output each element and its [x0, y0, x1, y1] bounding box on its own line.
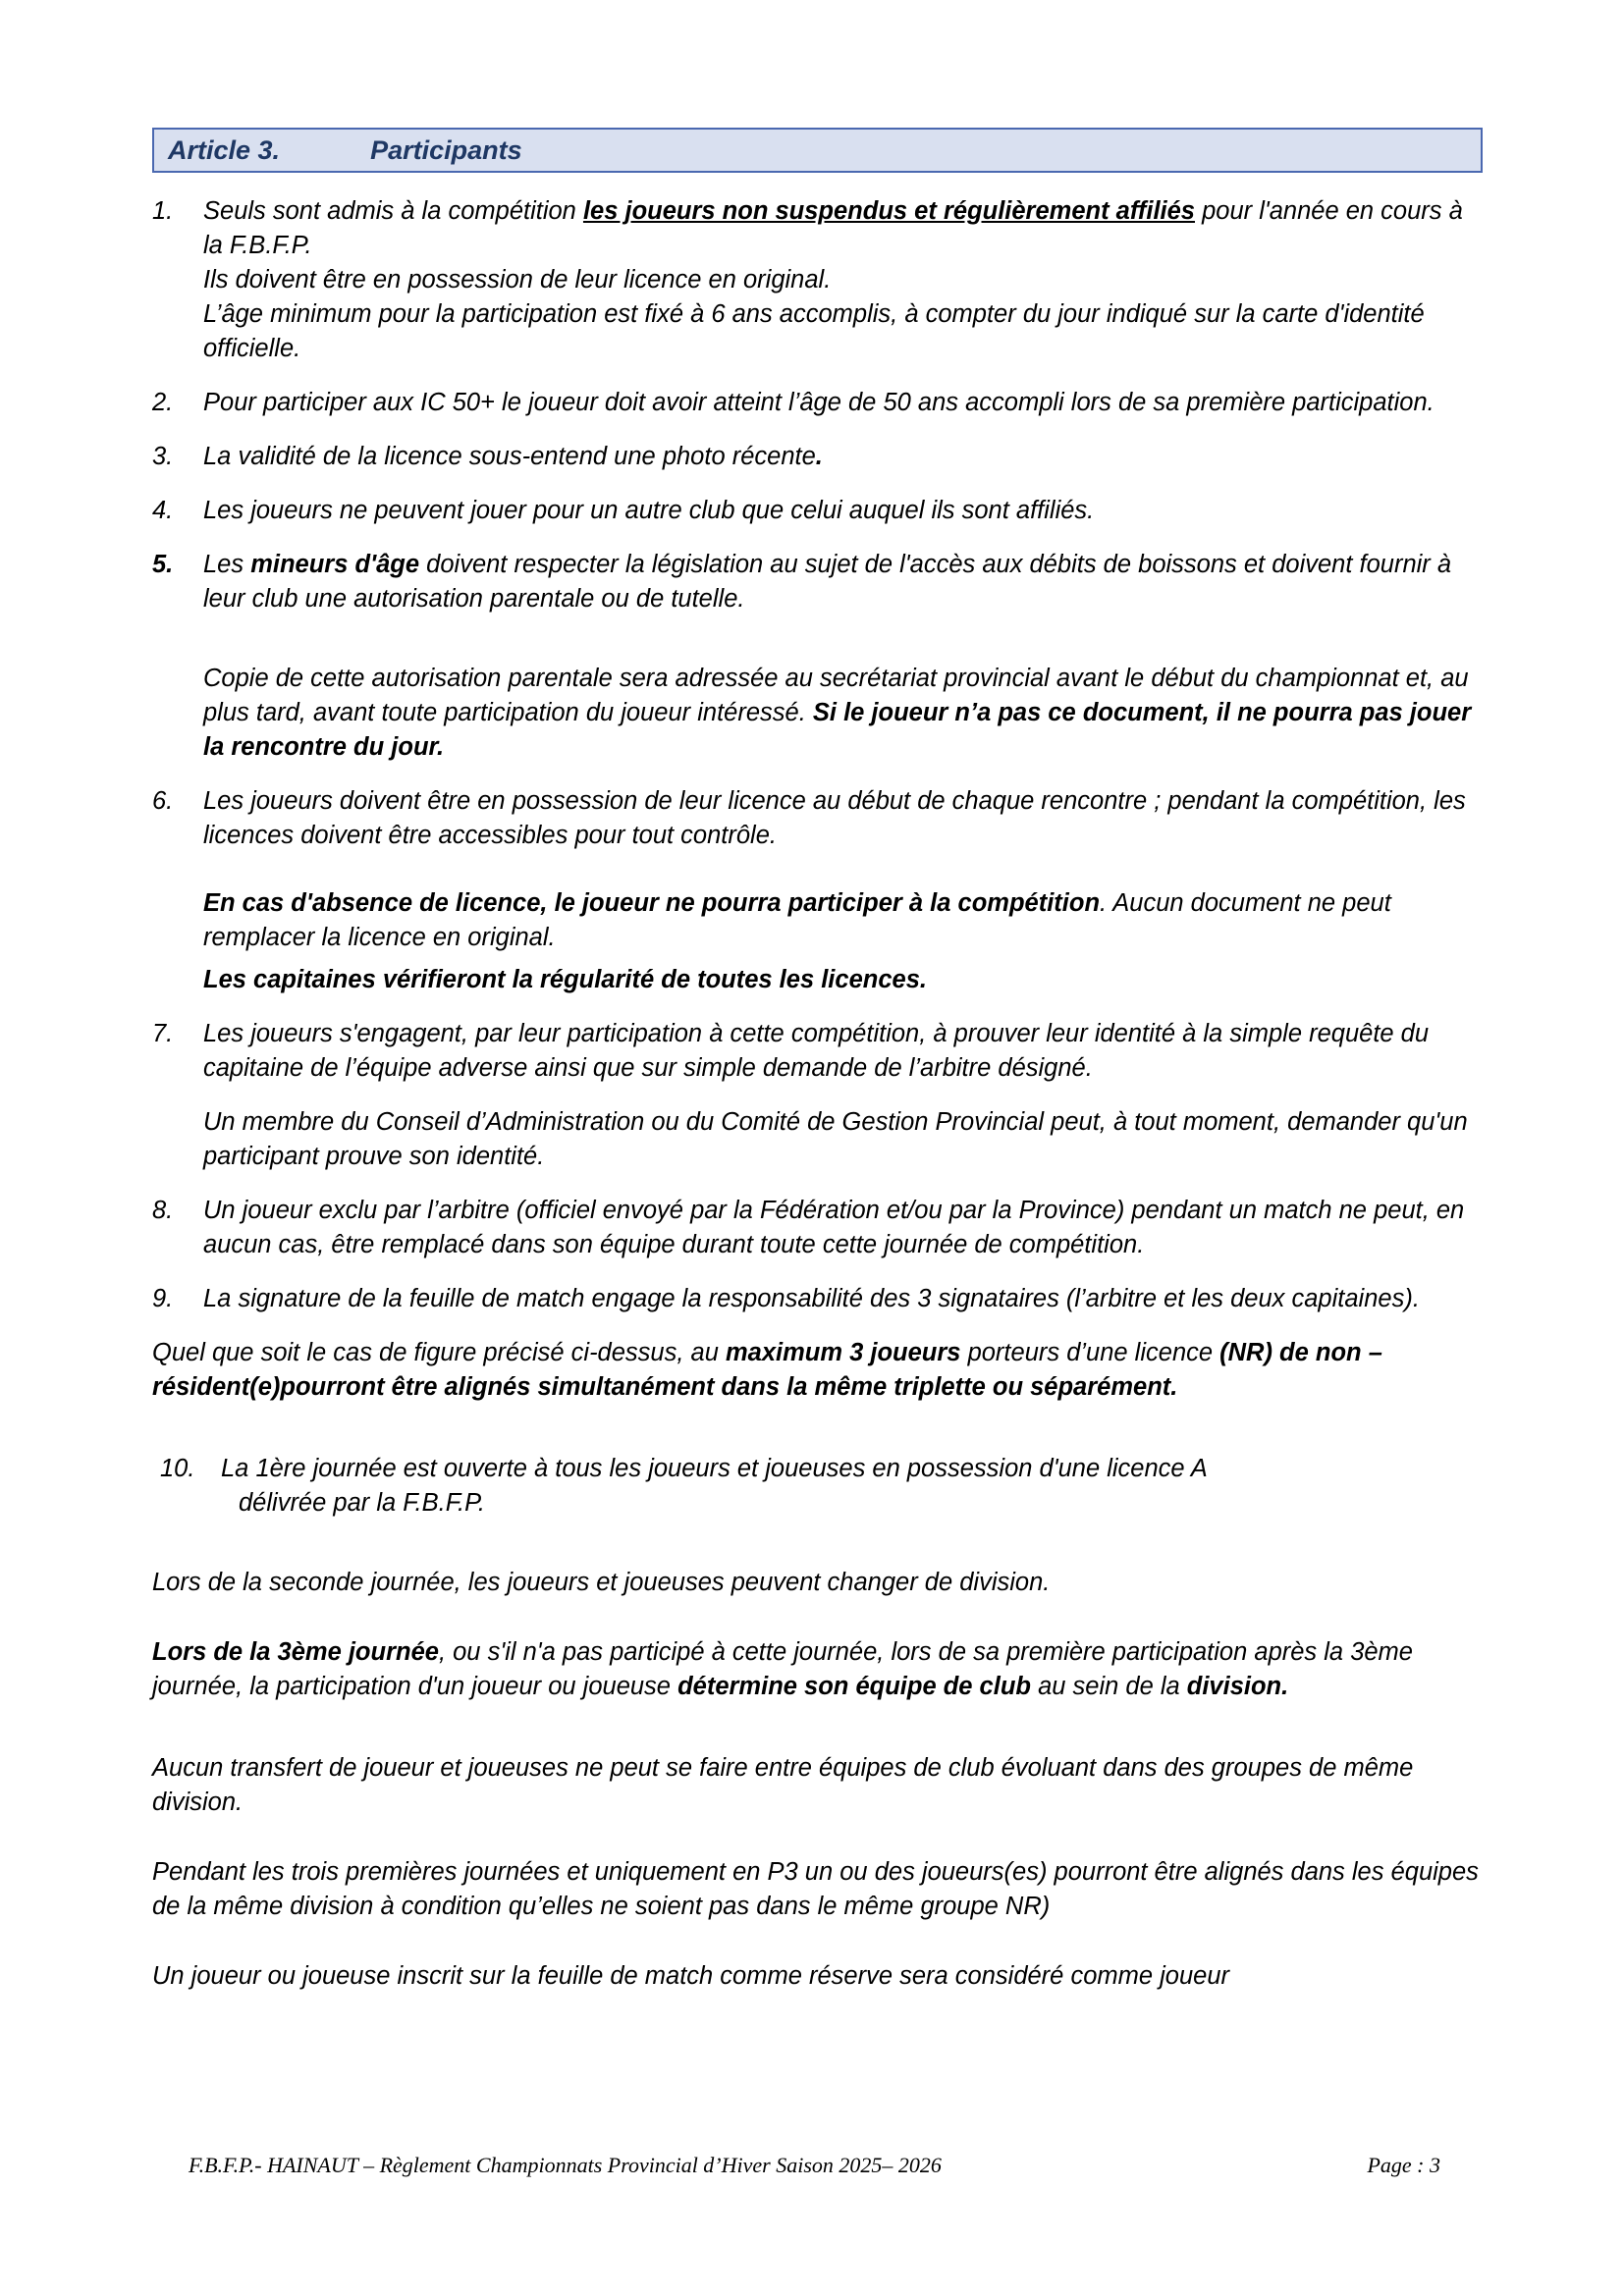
- list-marker: 7.: [152, 1020, 174, 1047]
- text-run: Si le joueur n’a pas ce document, il ne pourra pas jouer la rencontre du jour.: [203, 699, 1472, 761]
- list-item: [160, 1452, 1488, 1521]
- article-title: Participants: [370, 134, 522, 165]
- text-run: Les joueurs doivent être en possession de leur licence au début de chaque rencontre ; pendant la compétition, les licences doivent être accessibles pour tout contrôle.: [203, 787, 1466, 849]
- paragraph-quel-que-soit: [152, 1336, 1488, 1405]
- list-item: [152, 1282, 1488, 1316]
- list-item-body: [221, 1452, 1488, 1521]
- text-run: La signature de la feuille de match engage la responsabilité des 3 signataires (l’arbitre et les deux capitaines).: [203, 1285, 1420, 1312]
- list-item-body: [203, 440, 1488, 474]
- paragraph-seconde-journee: [152, 1566, 1488, 1600]
- page-footer: [189, 2153, 1440, 2178]
- text-run: Ils doivent être en possession de leur licence en original.: [203, 266, 832, 294]
- list-item-body: [203, 784, 1488, 853]
- list-marker: 5.: [152, 551, 174, 578]
- list-item-body: [203, 548, 1488, 616]
- text-run: détermine son équipe de club: [677, 1673, 1031, 1700]
- text-run: Pendant les trois premières journées et uniquement en P3 un ou des joueurs(es) pourront être alignés dans les équipes de la même division à condition qu’elles ne soient pas dans le même groupe NR): [152, 1858, 1479, 1920]
- list-item: [152, 386, 1488, 420]
- text-run: au sein de la: [1030, 1673, 1187, 1700]
- list-marker: 10.: [160, 1455, 195, 1482]
- text-run: Copie de cette autorisation parentale sera adressée au secrétariat provincial avant le début du championnat et, au plus tard, avant toute participation du joueur intéressé.: [203, 665, 1469, 726]
- paragraph-troisieme-journee: [152, 1635, 1488, 1704]
- list-item: [152, 784, 1488, 853]
- text-run: Un joueur exclu par l’arbitre (officiel envoyé par la Fédération et/ou par la Province) pendant un match ne peut, en aucun cas, être remplacé dans son équipe durant toute cette journée de compétition.: [203, 1197, 1465, 1258]
- footer-left-text: F.B.F.P.- HAINAUT – Règlement Championnats Provincial d’Hiver Saison 2025– 2026: [189, 2153, 942, 2177]
- paragraph-capitaines-verifieront: [203, 963, 1488, 997]
- paragraph-line: [203, 297, 1488, 366]
- text-run: Quel que soit le cas de figure précisé ci-dessus, au: [152, 1339, 726, 1366]
- spacer: [152, 1726, 1488, 1751]
- text-run: Les joueurs ne peuvent jouer pour un autre club que celui auquel ils sont affiliés.: [203, 497, 1095, 524]
- text-run: .: [815, 443, 823, 470]
- spacer: [152, 1540, 1488, 1566]
- text-run: En cas d'absence de licence, le joueur ne pourra participer à la compétition: [203, 889, 1101, 917]
- paragraph-line: délivrée par la F.B.F.P.: [239, 1489, 485, 1517]
- list-marker: 4.: [152, 497, 174, 524]
- list-item-body: [203, 1282, 1488, 1316]
- list-item-body: [203, 1017, 1488, 1086]
- text-run: Les capitaines vérifieront la régularité de toutes les licences.: [203, 966, 927, 993]
- text-run: porteurs d’une licence: [960, 1339, 1220, 1366]
- paragraph-line: La 1ère journée est ouverte à tous les joueurs et joueuses en possession d'une licence A: [221, 1455, 1208, 1482]
- footer-page-number: Page : 3: [1367, 2153, 1440, 2177]
- list-item: [152, 1194, 1488, 1262]
- paragraph-trois-premieres-journees: [152, 1855, 1488, 1924]
- text-run: les joueurs non suspendus et régulièrement affiliés: [582, 197, 1195, 225]
- text-run: pour l'année en cours à la F.B.F.P.: [203, 197, 1463, 259]
- text-run: Un joueur ou joueuse inscrit sur la feuille de match comme réserve sera considéré comme joueur: [152, 1962, 1230, 1990]
- article-heading-bar: [152, 128, 1483, 173]
- text-run: Un membre du Conseil d’Administration ou du Comité de Gestion Provincial peut, à tout moment, demander qu'un participant prouve son identité.: [203, 1108, 1468, 1170]
- list-marker: 2.: [152, 389, 174, 416]
- text-run: (NR) de non – résident(e)pourront être alignés simultanément dans la même triplette ou séparément.: [152, 1339, 1382, 1401]
- list-marker: 9.: [152, 1285, 174, 1312]
- article-number: Article 3.: [168, 134, 281, 165]
- text-run: Pour participer aux IC 50+ le joueur doit avoir atteint l’âge de 50 ans accompli lors de sa première participation.: [203, 389, 1435, 416]
- text-run: Aucun transfert de joueur et joueuses ne peut se faire entre équipes de club évoluant dans des groupes de même division.: [152, 1754, 1414, 1816]
- list-item: [152, 548, 1488, 616]
- spacer: [152, 636, 1488, 662]
- list-marker: 1.: [152, 197, 174, 225]
- text-run: Lors de la 3ème journée: [152, 1638, 439, 1666]
- text-run: maximum 3 joueurs: [725, 1339, 961, 1366]
- spacer: [152, 1622, 1488, 1635]
- list-item: [152, 440, 1488, 474]
- list-item-body: [203, 494, 1488, 528]
- text-run: division.: [1186, 1673, 1289, 1700]
- text-run: . Aucun document ne peut remplacer la licence en original.: [203, 889, 1391, 951]
- text-run: Lors de la seconde journée, les joueurs et joueuses peuvent changer de division.: [152, 1569, 1051, 1596]
- list-marker: 8.: [152, 1197, 174, 1224]
- spacer: [152, 1426, 1488, 1452]
- list-item: [152, 494, 1488, 528]
- text-run: Les joueurs s'engagent, par leur participation à cette compétition, à prouver leur identité à la simple requête du capitaine de l’équipe adverse ainsi que sur simple demande de l’arbitre désigné.: [203, 1020, 1430, 1082]
- text-run: mineurs d'âge: [250, 551, 420, 578]
- spacer: [152, 873, 1488, 886]
- list-marker: 3.: [152, 443, 174, 470]
- spacer: [152, 1946, 1488, 1959]
- list-item-body: [203, 1194, 1488, 1262]
- text-run: Les: [203, 551, 251, 578]
- paragraph-line: [203, 263, 1488, 297]
- list-marker: 6.: [152, 787, 174, 815]
- text-run: La validité de la licence sous-entend une photo récente: [203, 443, 816, 470]
- list-item-body: [203, 194, 1488, 366]
- paragraph-absence-licence: [203, 886, 1488, 955]
- list-item: [152, 194, 1488, 366]
- spacer: [152, 1842, 1488, 1855]
- text-run: doivent respecter la législation au sujet de l'accès aux débits de boissons et doivent fournir à leur club une autorisation parentale ou de tutelle.: [203, 551, 1452, 613]
- paragraph-aucun-transfert: [152, 1751, 1488, 1820]
- list-item: [152, 1017, 1488, 1086]
- text-run: L’âge minimum pour la participation est fixé à 6 ans accomplis, à compter du jour indiqué sur la carte d'identité officielle.: [203, 300, 1425, 362]
- document-content: [152, 128, 1488, 2015]
- paragraph-line: [203, 194, 1488, 263]
- paragraph-reserve: [152, 1959, 1488, 1994]
- text-run: , ou s'il n'a pas participé à cette journée, lors de sa première participation après la 3ème journée, la participation d'un joueur ou joueuse: [152, 1638, 1413, 1700]
- paragraph-copie-autorisation: [203, 662, 1488, 765]
- list-item-body: [203, 386, 1488, 420]
- paragraph-membre-conseil: [203, 1105, 1488, 1174]
- text-run: Seuls sont admis à la compétition: [203, 197, 583, 225]
